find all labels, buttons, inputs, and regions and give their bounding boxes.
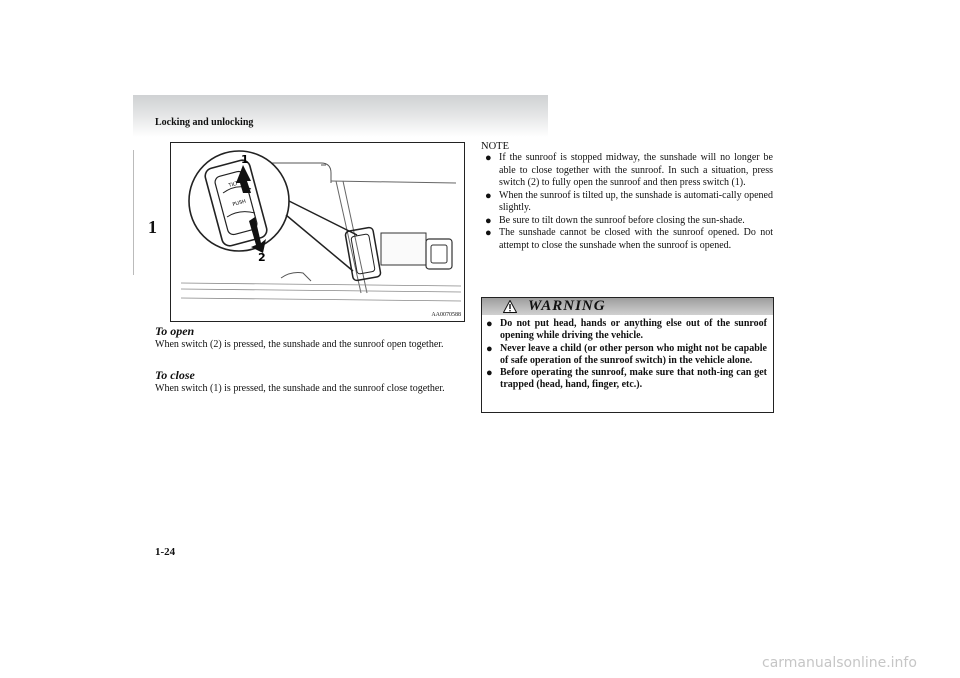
chapter-divider [133, 150, 134, 275]
bullet-icon: ● [486, 318, 493, 330]
switch-tilt-label: TILT [227, 180, 239, 189]
bullet-icon: ● [485, 227, 492, 239]
note-item: ● When the sunroof is tilted up, the sunshade is automati-cally opened slightly. [485, 189, 773, 213]
callout-2: 2 [258, 251, 266, 264]
warning-item: ● Before operating the sunroof, make sure that noth-ing can get trapped (head, hand, finger, etc.). [486, 367, 767, 391]
header-band [133, 95, 548, 137]
note-list [485, 152, 773, 252]
chapter-number: 1 [148, 217, 157, 237]
open-heading: To open [155, 324, 195, 338]
close-text: When switch (1) is pressed, the sunshade and the sunroof close together. [155, 383, 445, 394]
open-text: When switch (2) is pressed, the sunshade and the sunroof open together. [155, 339, 444, 350]
note-item: ● The sunshade cannot be closed with the sunroof opened. Do not attempt to close the sunshade when the sunroof is opened. [485, 227, 773, 251]
bullet-icon: ● [485, 152, 492, 164]
sunroof-switch-figure [170, 142, 465, 322]
watermark: carmanualsonline.info [762, 655, 917, 671]
sunroof-switch-illustration [171, 143, 464, 321]
bullet-icon: ● [485, 189, 492, 202]
bullet-icon: ● [486, 342, 493, 355]
warning-item: ● Never leave a child (or other person who might not be capable of safe operation of the sunroof switch) in the vehicle alone. [486, 342, 767, 366]
bullet-icon: ● [485, 214, 492, 227]
note-label: NOTE [481, 141, 509, 152]
warning-item: ● Do not put head, hands or anything else out of the sunroof opening while driving the vehicle. [486, 318, 767, 342]
page-number: 1-24 [155, 546, 176, 558]
switch-push-label: PUSH [231, 198, 247, 208]
section-title: Locking and unlocking [155, 117, 254, 128]
note-item: ● If the sunroof is stopped midway, the sunshade will no longer be able to close together with the sunroof. In such a situation, press switch (2) to fully open the sunroof and then press switch (1). [485, 152, 773, 188]
warning-header [482, 298, 773, 315]
note-item: ● Be sure to tilt down the sunroof before closing the sun-shade. [485, 214, 745, 227]
warning-list [482, 315, 773, 392]
callout-1: 1 [241, 153, 249, 166]
figure-code: AA0070588 [431, 312, 461, 318]
warning-box [481, 297, 774, 413]
close-heading: To close [155, 368, 195, 382]
warning-triangle-icon [503, 300, 517, 313]
warning-title: WARNING [528, 298, 606, 314]
bullet-icon: ● [486, 367, 493, 380]
